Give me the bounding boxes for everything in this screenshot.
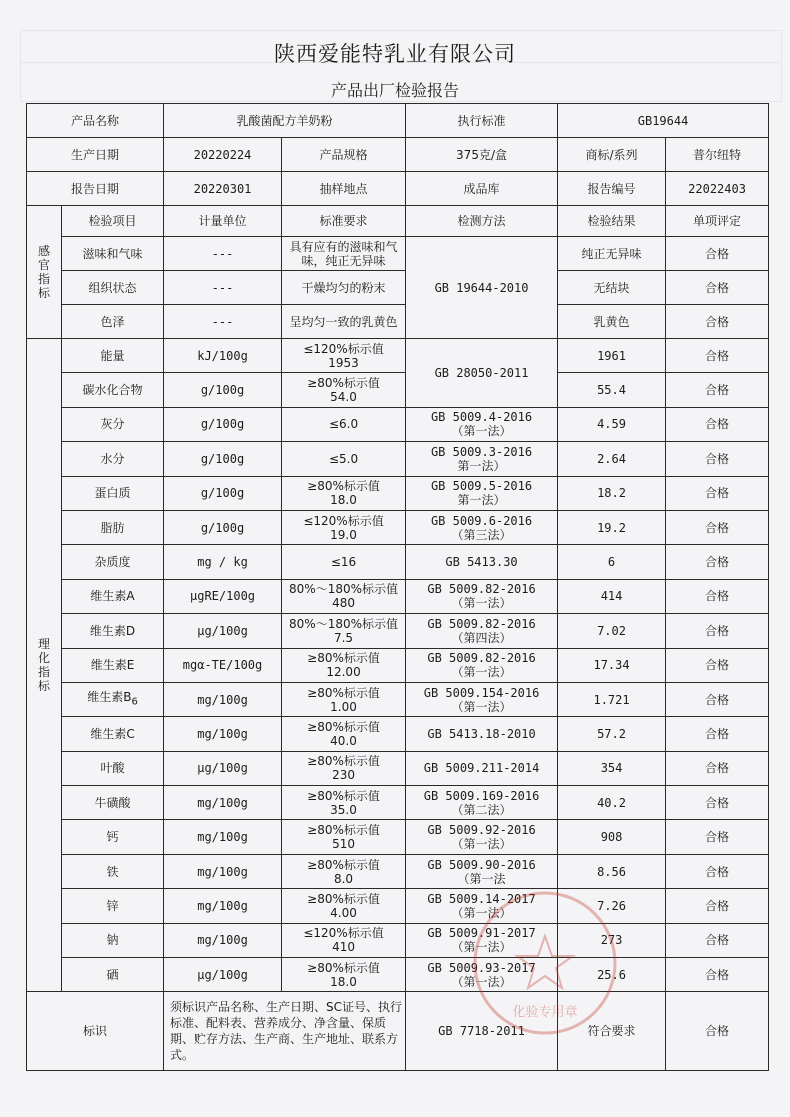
item-name: 脂肪 — [100, 520, 125, 535]
physchem-method — [406, 923, 558, 957]
spec-value: 375克/盒 — [406, 138, 558, 172]
text-line: 35.0 — [330, 802, 357, 817]
text-line: （第三法） — [451, 527, 512, 542]
physchem-item — [62, 510, 164, 544]
physchem-requirement — [282, 614, 406, 648]
item-name: 钙 — [106, 830, 119, 845]
sampling-value: 成品库 — [406, 172, 558, 206]
sensory-result: 纯正无异味 — [558, 237, 666, 271]
item-name: 硒 — [106, 967, 119, 982]
text-line: 80%～180%标示值 — [289, 616, 399, 631]
labeling-verdict: 合格 — [666, 992, 769, 1071]
item-name: 维生素A — [90, 589, 135, 604]
physchem-row — [27, 923, 769, 957]
physchem-result: 55.4 — [558, 373, 666, 407]
text-line: ≤120%标示值 — [303, 513, 384, 528]
text-line: （第四法） — [451, 630, 512, 645]
physchem-unit: mg/100g — [164, 682, 282, 716]
sensory-result: 乳黄色 — [558, 305, 666, 339]
labeling-item: 标识 — [27, 992, 164, 1071]
physchem-method — [406, 786, 558, 820]
physchem-result: 2.64 — [558, 442, 666, 476]
text-line: ≤6.0 — [328, 417, 359, 432]
text-line: GB 5009.14-2017 — [427, 891, 536, 906]
physchem-item — [62, 339, 164, 373]
physchem-requirement — [282, 717, 406, 751]
text-line: GB 5009.93-2017 — [427, 960, 536, 975]
text-line: 510 — [332, 837, 355, 852]
physchem-row — [27, 614, 769, 648]
physchem-unit: mg/100g — [164, 717, 282, 751]
physchem-requirement — [282, 889, 406, 923]
sensory-item: 组织状态 — [62, 271, 164, 305]
physchem-unit: mg/100g — [164, 820, 282, 854]
text-line: GB 5009.6-2016 — [430, 513, 533, 528]
text-line: GB 5413.30 — [445, 555, 518, 570]
physchem-requirement — [282, 820, 406, 854]
text-line: 第一法） — [457, 493, 506, 508]
physchem-result: 354 — [558, 751, 666, 785]
physchem-method — [406, 510, 558, 544]
text-line: GB 5009.3-2016 — [430, 444, 533, 459]
requirement-line: 味，纯正无异味 — [301, 253, 386, 268]
text-line: GB 5009.4-2016 — [430, 410, 533, 425]
physchem-method — [406, 717, 558, 751]
physchem-row — [27, 786, 769, 820]
text-line: （第一法） — [451, 699, 512, 714]
physchem-item — [62, 614, 164, 648]
physchem-unit: g/100g — [164, 510, 282, 544]
physchem-item — [62, 786, 164, 820]
sensory-verdict: 合格 — [666, 271, 769, 305]
standard-value: GB19644 — [558, 104, 769, 138]
text-line: 7.5 — [333, 630, 354, 645]
physchem-method — [406, 648, 558, 682]
text-line: GB 5009.90-2016 — [427, 857, 536, 872]
text-line: 8.0 — [333, 871, 354, 886]
physchem-verdict: 合格 — [666, 476, 769, 510]
physchem-method — [406, 958, 558, 992]
text-line: 410 — [332, 940, 355, 955]
item-name: 维生素C — [90, 726, 135, 741]
text-line: ≥80%标示值 — [307, 719, 380, 734]
requirement-line: 干燥均匀的粉末 — [301, 280, 386, 295]
item-name: 铁 — [106, 864, 119, 879]
physchem-unit: μg/100g — [164, 751, 282, 785]
labeling-result: 符合要求 — [558, 992, 666, 1071]
production-date-value: 20220224 — [164, 138, 282, 172]
physchem-row — [27, 407, 769, 441]
sensory-result: 无结块 — [558, 271, 666, 305]
header-method: 检测方法 — [406, 206, 558, 237]
text-line: （第一法） — [451, 974, 512, 989]
text-line: （第一法） — [451, 905, 512, 920]
product-name-value: 乳酸菌配方羊奶粉 — [164, 104, 406, 138]
brand-value: 普尔纽特 — [666, 138, 769, 172]
text-line: ≤5.0 — [328, 451, 359, 466]
text-line: ≥80%标示值 — [307, 857, 380, 872]
physchem-row — [27, 442, 769, 476]
physchem-verdict: 合格 — [666, 510, 769, 544]
header-requirement: 标准要求 — [282, 206, 406, 237]
physchem-verdict: 合格 — [666, 407, 769, 441]
physchem-row — [27, 510, 769, 544]
physchem-result: 4.59 — [558, 407, 666, 441]
physchem-row — [27, 682, 769, 716]
report-date-value: 20220301 — [164, 172, 282, 206]
physchem-unit: g/100g — [164, 442, 282, 476]
item-subscript: 6 — [131, 696, 138, 708]
physchem-group-label — [27, 339, 62, 992]
text-line: 4.00 — [330, 905, 357, 920]
item-name: 蛋白质 — [94, 486, 131, 501]
physchem-verdict: 合格 — [666, 854, 769, 888]
physchem-item — [62, 407, 164, 441]
physchem-group-char: 理 — [37, 637, 50, 652]
physchem-unit: mg/100g — [164, 889, 282, 923]
physchem-unit: mg / kg — [164, 545, 282, 579]
text-line: ≤120%标示值 — [303, 341, 384, 356]
physchem-verdict: 合格 — [666, 717, 769, 751]
physchem-unit: μg/100g — [164, 614, 282, 648]
physchem-group-char: 指 — [37, 665, 50, 680]
report-no-value: 22022403 — [666, 172, 769, 206]
text-line: GB 5009.154-2016 — [423, 685, 540, 700]
physchem-unit: mg/100g — [164, 786, 282, 820]
physchem-row — [27, 648, 769, 682]
text-line: GB 5009.82-2016 — [427, 616, 536, 631]
physchem-verdict: 合格 — [666, 786, 769, 820]
info-row-1 — [27, 104, 769, 138]
text-line: （第二法） — [451, 802, 512, 817]
physchem-item — [62, 579, 164, 613]
physchem-method — [406, 614, 558, 648]
text-line: 54.0 — [330, 390, 357, 405]
item-name: 杂质度 — [94, 555, 131, 570]
physchem-requirement — [282, 579, 406, 613]
text-line: （第一法） — [451, 837, 512, 852]
brand-label: 商标/系列 — [558, 138, 666, 172]
physchem-requirement — [282, 476, 406, 510]
stamp-text: 化验专用章 — [512, 1005, 578, 1020]
text-line: 80%～180%标示值 — [289, 582, 399, 597]
info-row-2 — [27, 138, 769, 172]
text-line: （第一法） — [451, 665, 512, 680]
text-line: 18.0 — [330, 974, 357, 989]
item-name: 牛磺酸 — [94, 795, 131, 810]
production-date-label: 生产日期 — [27, 138, 164, 172]
physchem-row — [27, 854, 769, 888]
product-name-label: 产品名称 — [27, 104, 164, 138]
report-date-label: 报告日期 — [27, 172, 164, 206]
physchem-row — [27, 958, 769, 992]
physchem-result: 1961 — [558, 339, 666, 373]
physchem-item — [62, 545, 164, 579]
text-line: 230 — [332, 768, 355, 783]
physchem-row — [27, 820, 769, 854]
physchem-item — [62, 442, 164, 476]
text-line: ≥80%标示值 — [307, 788, 380, 803]
item-name: 锌 — [106, 898, 119, 913]
sampling-label: 抽样地点 — [282, 172, 406, 206]
sensory-group-label — [27, 206, 62, 339]
physchem-item — [62, 854, 164, 888]
sensory-verdict: 合格 — [666, 305, 769, 339]
physchem-method — [406, 579, 558, 613]
text-line: ≥80%标示值 — [307, 376, 380, 391]
text-line: 1.00 — [330, 699, 357, 714]
physchem-method — [406, 339, 558, 408]
physchem-result: 273 — [558, 923, 666, 957]
physchem-method — [406, 854, 558, 888]
text-line: ≥80%标示值 — [307, 685, 380, 700]
sensory-group-char: 感 — [37, 244, 50, 258]
item-name: 碳水化合物 — [82, 383, 143, 398]
text-line: ≤16 — [330, 555, 357, 570]
physchem-result: 7.02 — [558, 614, 666, 648]
physchem-row — [27, 339, 769, 373]
text-line: GB 5009.82-2016 — [427, 651, 536, 666]
text-line: GB 5009.92-2016 — [427, 823, 536, 838]
physchem-verdict: 合格 — [666, 958, 769, 992]
physchem-result: 19.2 — [558, 510, 666, 544]
inspection-table — [26, 103, 769, 1071]
physchem-item — [62, 476, 164, 510]
text-line: ≤120%标示值 — [303, 926, 384, 941]
physchem-requirement — [282, 510, 406, 544]
physchem-group-char: 标 — [37, 679, 50, 694]
physchem-verdict: 合格 — [666, 923, 769, 957]
physchem-row — [27, 373, 769, 407]
physchem-unit: μgRE/100g — [164, 579, 282, 613]
physchem-requirement — [282, 442, 406, 476]
header-row — [27, 206, 769, 237]
sensory-requirement — [282, 271, 406, 305]
physchem-method — [406, 476, 558, 510]
physchem-item — [62, 648, 164, 682]
item-name: 维生素B — [87, 689, 132, 704]
physchem-item — [62, 751, 164, 785]
text-line: ≥80%标示值 — [307, 479, 380, 494]
text-line: 40.0 — [330, 733, 357, 748]
physchem-unit: g/100g — [164, 476, 282, 510]
sensory-row — [27, 305, 769, 339]
physchem-method — [406, 682, 558, 716]
physchem-method — [406, 407, 558, 441]
physchem-unit: mg/100g — [164, 923, 282, 957]
header-verdict: 单项评定 — [666, 206, 769, 237]
text-line: GB 5413.18-2010 — [427, 726, 536, 741]
physchem-requirement — [282, 339, 406, 373]
physchem-verdict: 合格 — [666, 339, 769, 373]
physchem-group-char: 化 — [37, 651, 50, 666]
physchem-result: 414 — [558, 579, 666, 613]
text-line: 第一法） — [457, 458, 506, 473]
physchem-method — [406, 751, 558, 785]
item-name: 能量 — [100, 348, 125, 363]
physchem-item — [62, 717, 164, 751]
physchem-item — [62, 373, 164, 407]
physchem-requirement — [282, 682, 406, 716]
physchem-row — [27, 889, 769, 923]
sensory-item: 色泽 — [62, 305, 164, 339]
sensory-item: 滋味和气味 — [62, 237, 164, 271]
item-name: 叶酸 — [100, 761, 125, 776]
physchem-verdict: 合格 — [666, 682, 769, 716]
text-line: 480 — [332, 596, 355, 611]
sensory-verdict: 合格 — [666, 237, 769, 271]
sensory-unit: --- — [164, 305, 282, 339]
sensory-group-char: 官 — [37, 258, 50, 272]
sensory-unit: --- — [164, 271, 282, 305]
text-line: GB 5009.211-2014 — [423, 761, 540, 776]
physchem-result: 7.26 — [558, 889, 666, 923]
physchem-requirement — [282, 786, 406, 820]
physchem-unit: kJ/100g — [164, 339, 282, 373]
text-line: （第一法） — [451, 940, 512, 955]
text-line: GB 28050-2011 — [434, 365, 529, 380]
physchem-result: 18.2 — [558, 476, 666, 510]
physchem-unit: g/100g — [164, 407, 282, 441]
company-name: 陕西爱能特乳业有限公司 — [274, 42, 516, 66]
physchem-requirement — [282, 923, 406, 957]
physchem-row — [27, 579, 769, 613]
text-line: ≥80%标示值 — [307, 651, 380, 666]
text-line: GB 5009.91-2017 — [427, 926, 536, 941]
header-result: 检验结果 — [558, 206, 666, 237]
text-line: 19.0 — [330, 527, 357, 542]
physchem-method — [406, 820, 558, 854]
text-line: GB 5009.5-2016 — [430, 479, 533, 494]
report-no-label: 报告编号 — [558, 172, 666, 206]
sensory-row — [27, 271, 769, 305]
physchem-result: 57.2 — [558, 717, 666, 751]
physchem-unit: μg/100g — [164, 958, 282, 992]
requirement-line: 呈均匀一致的乳黄色 — [289, 314, 398, 329]
physchem-unit: mg/100g — [164, 854, 282, 888]
text-line: 1953 — [328, 355, 359, 370]
spec-label: 产品规格 — [282, 138, 406, 172]
physchem-result: 908 — [558, 820, 666, 854]
physchem-unit: mgα-TE/100g — [164, 648, 282, 682]
physchem-result: 40.2 — [558, 786, 666, 820]
sensory-group-char: 指 — [37, 272, 50, 286]
physchem-method — [406, 889, 558, 923]
text-line: （第一法 — [457, 871, 506, 886]
report-title: 产品出厂检验报告 — [330, 81, 459, 100]
physchem-requirement — [282, 751, 406, 785]
physchem-row — [27, 476, 769, 510]
physchem-requirement — [282, 854, 406, 888]
physchem-verdict: 合格 — [666, 889, 769, 923]
labeling-method: GB 7718-2011 — [406, 992, 558, 1071]
text-line: （第一法） — [451, 596, 512, 611]
item-name: 水分 — [100, 451, 125, 466]
sensory-requirement — [282, 237, 406, 271]
physchem-item — [62, 889, 164, 923]
physchem-result: 25.6 — [558, 958, 666, 992]
sensory-requirement — [282, 305, 406, 339]
sensory-method: GB 19644-2010 — [406, 237, 558, 339]
info-row-3 — [27, 172, 769, 206]
requirement-line: 具有应有的滋味和气 — [289, 239, 398, 254]
physchem-method — [406, 442, 558, 476]
physchem-verdict: 合格 — [666, 579, 769, 613]
physchem-item — [62, 958, 164, 992]
physchem-row — [27, 751, 769, 785]
text-line: 12.00 — [326, 665, 361, 680]
sensory-group-char: 标 — [37, 286, 50, 300]
header-unit: 计量单位 — [164, 206, 282, 237]
text-line: 18.0 — [330, 493, 357, 508]
physchem-verdict: 合格 — [666, 545, 769, 579]
text-line: ≥80%标示值 — [307, 754, 380, 769]
text-line: ≥80%标示值 — [307, 891, 380, 906]
physchem-requirement — [282, 373, 406, 407]
sensory-row — [27, 237, 769, 271]
labeling-row — [27, 992, 769, 1071]
physchem-verdict: 合格 — [666, 751, 769, 785]
physchem-requirement — [282, 407, 406, 441]
standard-label: 执行标准 — [406, 104, 558, 138]
physchem-item — [62, 923, 164, 957]
item-name: 灰分 — [100, 417, 125, 432]
physchem-verdict: 合格 — [666, 648, 769, 682]
physchem-unit: g/100g — [164, 373, 282, 407]
text-line: ≥80%标示值 — [307, 823, 380, 838]
text-line: GB 5009.82-2016 — [427, 582, 536, 597]
physchem-verdict: 合格 — [666, 373, 769, 407]
text-line: GB 5009.169-2016 — [423, 788, 540, 803]
item-name: 维生素D — [89, 623, 136, 638]
physchem-requirement — [282, 545, 406, 579]
physchem-requirement — [282, 648, 406, 682]
physchem-row — [27, 545, 769, 579]
physchem-item — [62, 682, 164, 716]
header-item: 检验项目 — [62, 206, 164, 237]
text-line: ≥80%标示值 — [307, 960, 380, 975]
sensory-unit: --- — [164, 237, 282, 271]
text-line: （第一法） — [451, 424, 512, 439]
physchem-method — [406, 545, 558, 579]
physchem-result: 17.34 — [558, 648, 666, 682]
physchem-requirement — [282, 958, 406, 992]
physchem-verdict: 合格 — [666, 614, 769, 648]
labeling-requirement: 须标识产品名称、生产日期、SC证号、执行标准、配料表、营养成分、净含量、保质期、贮存方法、生产商、生产地址、联系方式。 — [164, 992, 406, 1071]
item-name: 维生素E — [90, 658, 135, 673]
physchem-verdict: 合格 — [666, 442, 769, 476]
physchem-result: 1.721 — [558, 682, 666, 716]
physchem-item — [62, 820, 164, 854]
physchem-row — [27, 717, 769, 751]
physchem-result: 6 — [558, 545, 666, 579]
item-name: 钠 — [106, 933, 119, 948]
physchem-verdict: 合格 — [666, 820, 769, 854]
physchem-result: 8.56 — [558, 854, 666, 888]
